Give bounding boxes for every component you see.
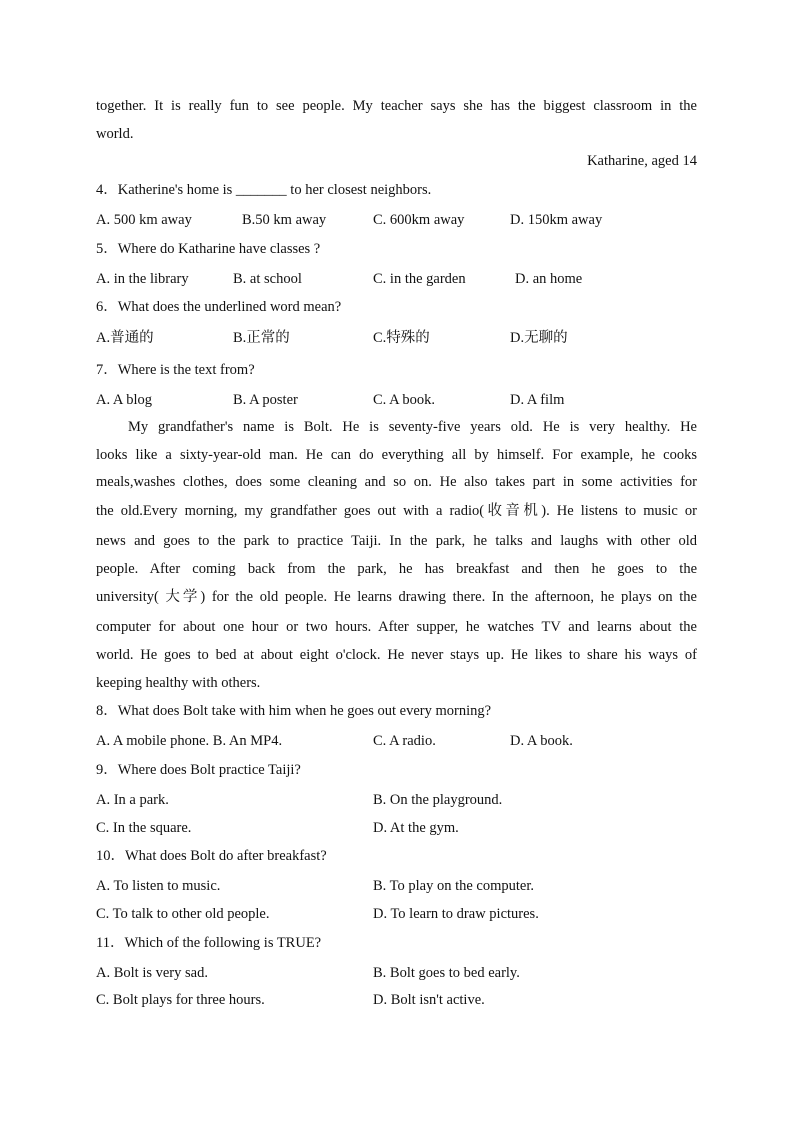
question-4-option-a: A. 500 km away xyxy=(96,212,192,228)
question-10-option-c: C. To talk to other old people. xyxy=(96,906,270,922)
question-9-option-c: C. In the square. xyxy=(96,820,192,836)
question-7-option-c: C. A book. xyxy=(373,392,436,408)
passage1-signature: Katharine, aged 14 xyxy=(587,153,697,169)
question-5-stem: 5．Where do Katharine have classes ? xyxy=(96,241,321,257)
passage2-line: looks like a sixty-year-old man. He can do everything all by himself. For example, he cooks xyxy=(96,447,697,463)
question-6-option-b: B.正常的 xyxy=(233,330,290,346)
question-9-option-a: A. In a park. xyxy=(96,792,169,808)
question-7-stem: 7．Where is the text from? xyxy=(96,362,255,378)
question-6-option-c: C.特殊的 xyxy=(373,330,430,346)
passage2-line: people. After coming back from the park, he has breakfast and then he goes to the xyxy=(96,561,697,577)
question-8-option-c: C. A radio. xyxy=(373,733,436,749)
question-8-stem: 8．What does Bolt take with him when he goes out every morning? xyxy=(96,703,492,719)
question-4-option-c: C. 600km away xyxy=(373,212,465,228)
passage2-line: news and goes to the park to practice Taiji. In the park, he talks and laughs with other old xyxy=(96,533,697,549)
question-11-option-b: B. Bolt goes to bed early. xyxy=(373,965,520,981)
passage1-line: together. It is really fun to see people. My teacher says she has the biggest classroom in the xyxy=(96,98,697,114)
question-11-option-d: D. Bolt isn't active. xyxy=(373,992,485,1008)
question-10-option-b: B. To play on the computer. xyxy=(373,878,535,894)
question-7-option-b: B. A poster xyxy=(233,392,298,408)
question-9-option-b: B. On the playground. xyxy=(373,792,503,808)
question-6-option-d: D.无聊的 xyxy=(510,330,568,346)
question-10-option-a: A. To listen to music. xyxy=(96,878,221,894)
question-8-option-ab: A. A mobile phone. B. An MP4. xyxy=(96,733,283,749)
question-10-stem: 10．What does Bolt do after breakfast? xyxy=(96,848,327,864)
question-4-option-b: B.50 km away xyxy=(242,212,327,228)
question-8-option-d: D. A book. xyxy=(510,733,573,749)
question-4-option-d: D. 150km away xyxy=(510,212,603,228)
passage2-line: world. He goes to bed at about eight o'clock. He never stays up. He likes to share his ways of xyxy=(96,647,697,663)
question-5-option-c: C. in the garden xyxy=(373,271,466,287)
question-5-option-d: D. an home xyxy=(515,271,583,287)
question-7-option-a: A. A blog xyxy=(96,392,152,408)
question-11-option-c: C. Bolt plays for three hours. xyxy=(96,992,265,1008)
question-7-option-d: D. A film xyxy=(510,392,565,408)
question-6-stem: 6．What does the underlined word mean? xyxy=(96,299,342,315)
question-10-option-d: D. To learn to draw pictures. xyxy=(373,906,539,922)
question-11-option-a: A. Bolt is very sad. xyxy=(96,965,208,981)
question-5-option-b: B. at school xyxy=(233,271,302,287)
passage2-line: computer for about one hour or two hours. After supper, he watches TV and learns about the xyxy=(96,619,697,635)
question-4-stem: 4．Katherine's home is _______ to her closest neighbors. xyxy=(96,182,432,198)
passage1-line: world. xyxy=(96,126,134,142)
question-6-option-a: A.普通的 xyxy=(96,330,154,346)
passage2-line: meals,washes clothes, does some cleaning and so on. He also takes part in some activities for xyxy=(96,474,697,490)
question-5-option-a: A. in the library xyxy=(96,271,189,287)
passage2-line: keeping healthy with others. xyxy=(96,675,261,691)
question-11-stem: 11．Which of the following is TRUE? xyxy=(96,935,322,951)
passage2-line: the old.Every morning, my grandfather goes out with a radio(收音机). He listens to music or xyxy=(96,503,697,519)
passage2-line: My grandfather's name is Bolt. He is seventy-five years old. He is very healthy. He xyxy=(128,419,697,435)
question-9-option-d: D. At the gym. xyxy=(373,820,459,836)
passage2-line: university( 大学) for the old people. He learns drawing there. In the afternoon, he plays on the xyxy=(96,589,697,605)
question-9-stem: 9．Where does Bolt practice Taiji? xyxy=(96,762,301,778)
